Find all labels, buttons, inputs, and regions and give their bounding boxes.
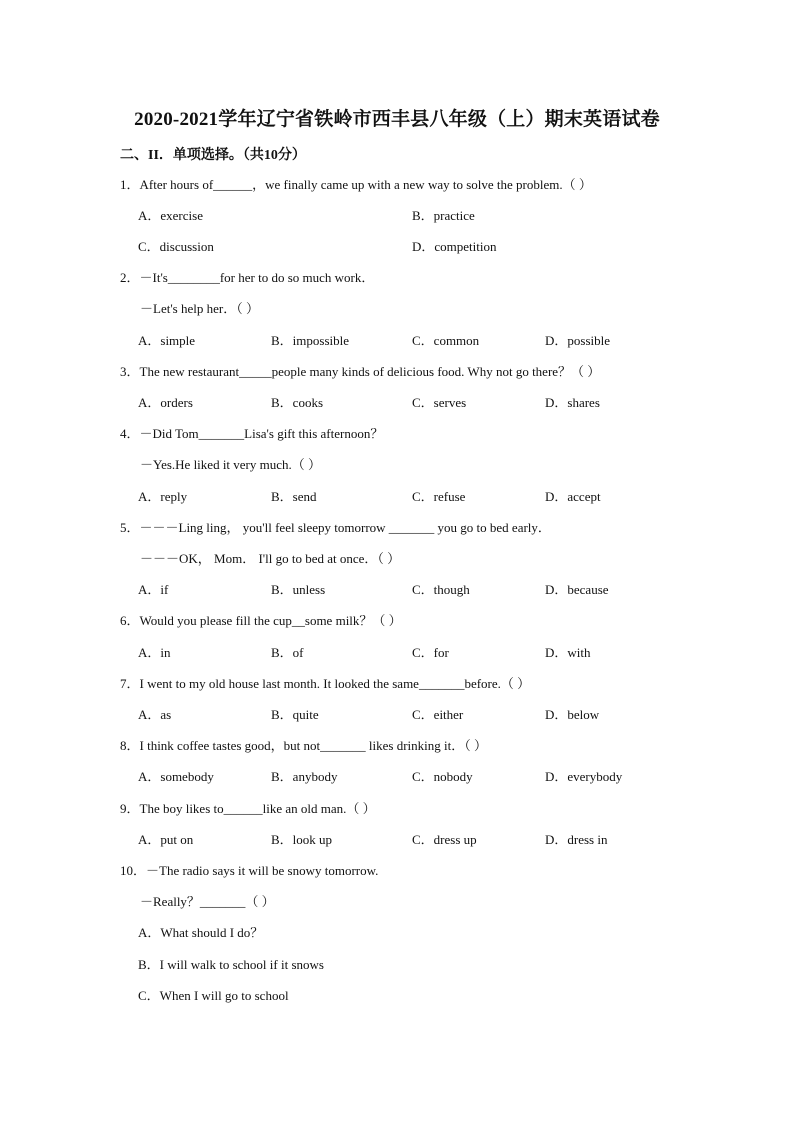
question-10-option-b[interactable]: B．I will walk to school if it snows <box>138 957 324 972</box>
section-heading: 二、II．单项选择。（共10分） <box>120 148 306 163</box>
question-2-option-b[interactable]: B．impossible <box>271 333 350 348</box>
question-8-option-c[interactable]: C．nobody <box>412 769 473 784</box>
question-7-option-a[interactable]: A．as <box>138 707 172 722</box>
question-7-option-b[interactable]: B．quite <box>271 707 319 722</box>
question-9-option-d[interactable]: D．dress in <box>545 832 608 847</box>
question-5-option-b[interactable]: B．unless <box>271 582 326 597</box>
question-9-option-a[interactable]: A．put on <box>138 832 194 847</box>
question-2-reply: －Let's help her．（ ） <box>140 301 259 316</box>
question-4-reply: －Yes.He liked it very much.（ ） <box>140 457 322 472</box>
question-7-option-c[interactable]: C．either <box>412 707 464 722</box>
question-4-option-d[interactable]: D．accept <box>545 489 601 504</box>
question-2-option-c[interactable]: C．common <box>412 333 480 348</box>
question-5-option-a[interactable]: A．if <box>138 582 169 597</box>
question-8-option-b[interactable]: B．anybody <box>271 769 338 784</box>
question-8-option-d[interactable]: D．everybody <box>545 769 623 784</box>
question-10-option-c[interactable]: C．When I will go to school <box>138 988 289 1003</box>
question-5-reply: －－－OK， Mom． I'll go to bed at once．（ ） <box>140 551 401 566</box>
question-3-option-a[interactable]: A．orders <box>138 395 193 410</box>
question-3-option-d[interactable]: D．shares <box>545 395 600 410</box>
question-2-option-a[interactable]: A．simple <box>138 333 196 348</box>
question-5-option-c[interactable]: C．though <box>412 582 470 597</box>
page-title: 2020-2021学年辽宁省铁岭市西丰县八年级（上）期末英语试卷 <box>134 109 660 130</box>
question-4-option-a[interactable]: A．reply <box>138 489 188 504</box>
question-4-stem: 4．－Did Tom_______Lisa's gift this afternoon？ <box>120 426 384 441</box>
question-1-option-d[interactable]: D．competition <box>412 239 497 254</box>
question-5-stem: 5．－－－Ling ling， you'll feel sleepy tomorrow _______ you go to bed early． <box>120 520 551 535</box>
question-3-option-c[interactable]: C．serves <box>412 395 467 410</box>
question-6-stem: 6．Would you please fill the cup__some milk？（ ） <box>120 613 402 628</box>
question-1-option-c[interactable]: C．discussion <box>138 239 214 254</box>
question-6-option-d[interactable]: D．with <box>545 645 591 660</box>
question-9-stem: 9．The boy likes to______like an old man.（ ） <box>120 801 376 816</box>
question-1-option-a[interactable]: A．exercise <box>138 208 203 223</box>
question-10-stem: 10．－The radio says it will be snowy tomorrow. <box>120 863 379 878</box>
question-5-option-d[interactable]: D．because <box>545 582 609 597</box>
question-9-option-b[interactable]: B．look up <box>271 832 333 847</box>
question-2-stem: 2．－It's________for her to do so much work． <box>120 270 375 285</box>
question-2-option-d[interactable]: D．possible <box>545 333 611 348</box>
question-6-option-c[interactable]: C．for <box>412 645 449 660</box>
question-7-stem: 7．I went to my old house last month. It looked the same_______before.（ ） <box>120 676 531 691</box>
question-6-option-b[interactable]: B．of <box>271 645 304 660</box>
question-1-option-b[interactable]: B．practice <box>412 208 475 223</box>
question-4-option-c[interactable]: C．refuse <box>412 489 466 504</box>
question-4-option-b[interactable]: B．send <box>271 489 317 504</box>
question-3-stem: 3．The new restaurant_____people many kinds of delicious food. Why not go there？（ ） <box>120 364 601 379</box>
question-10-option-a[interactable]: A．What should I do？ <box>138 925 264 940</box>
question-8-stem: 8．I think coffee tastes good，but not_______ likes drinking it．（ ） <box>120 738 487 753</box>
question-6-option-a[interactable]: A．in <box>138 645 171 660</box>
question-8-option-a[interactable]: A．somebody <box>138 769 214 784</box>
question-9-option-c[interactable]: C．dress up <box>412 832 477 847</box>
question-3-option-b[interactable]: B．cooks <box>271 395 324 410</box>
question-1-stem: 1．After hours of______，we finally came up with a new way to solve the problem.（ ） <box>120 177 592 192</box>
question-7-option-d[interactable]: D．below <box>545 707 600 722</box>
question-10-reply: －Really？_______（ ） <box>140 894 275 909</box>
